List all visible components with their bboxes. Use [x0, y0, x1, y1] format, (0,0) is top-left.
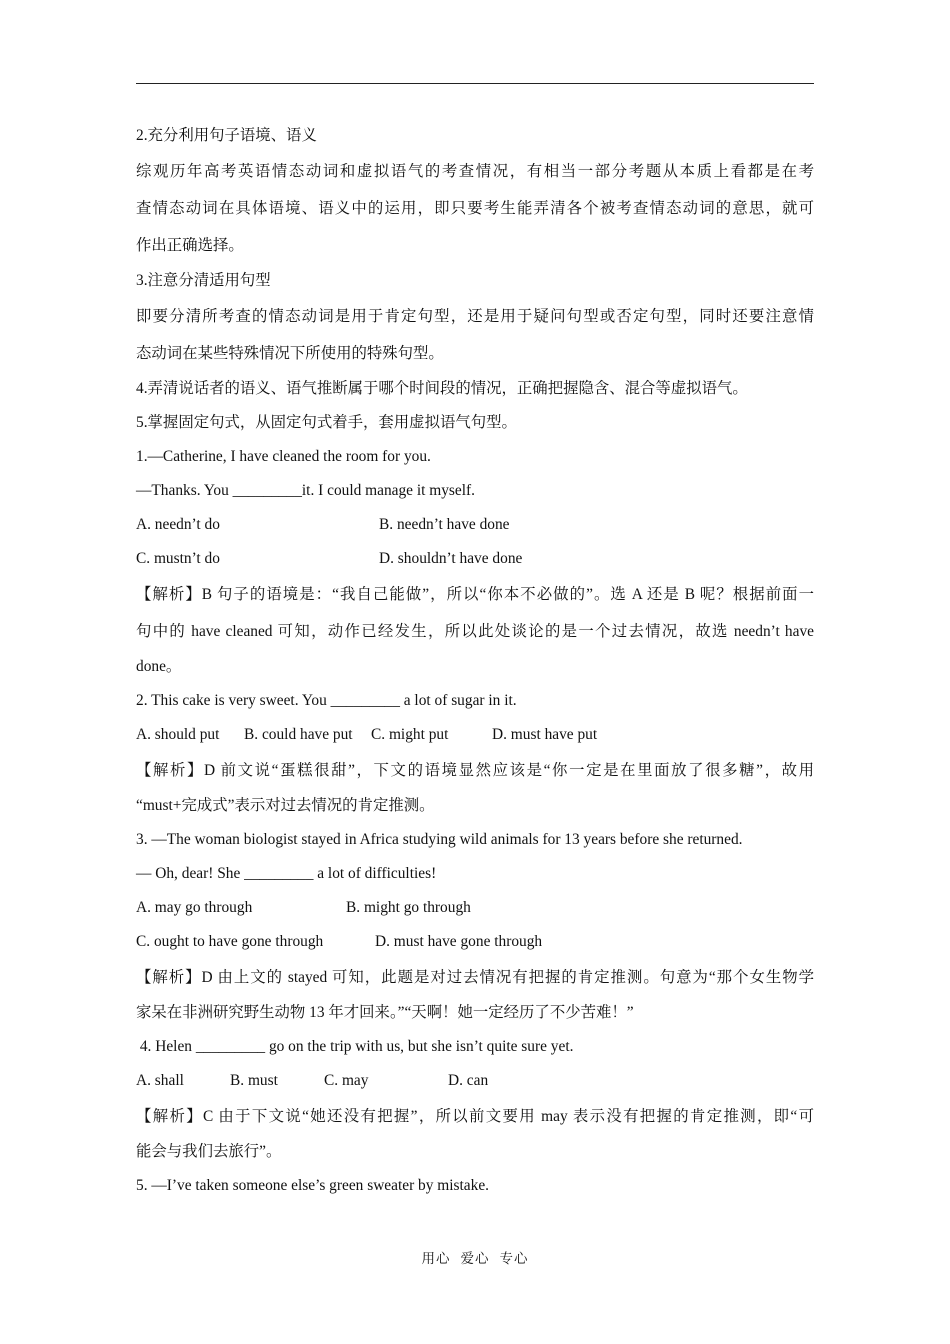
page-footer [0, 1247, 950, 1267]
option-c: C. might put [371, 726, 449, 743]
question-4-line: 4. Helen _________ go on the trip with us, but she isn’t quite sure yet. [136, 1038, 574, 1055]
question-1-options [136, 542, 814, 576]
page-body [136, 119, 814, 1203]
explanation-line: 【解析】D 前文说“蛋糕很甜”，下文的语境显然应该是“你一定是在里面放了很多糖”，故用 [136, 762, 814, 779]
footer-word: 爱心 [460, 1251, 490, 1266]
option-d: D. can [448, 1072, 489, 1089]
option-b: B. might go through [346, 899, 471, 916]
option-d: D. must have gone through [375, 933, 543, 950]
paragraph-line: 态动词在某些特殊情况下所使用的特殊句型。 [136, 345, 444, 362]
option-b: B. needn’t have done [379, 516, 510, 533]
question-5-line: 5. —I’ve taken someone else’s green sweater by mistake. [136, 1177, 490, 1194]
section-heading-4: 4.弄清说话者的语义、语气推断属于哪个时间段的情况，正确把握隐含、混合等虚拟语气。 [136, 380, 748, 397]
question-3-options [136, 891, 814, 925]
question-1-line: 1.—Catherine, I have cleaned the room for you. [136, 448, 431, 465]
option-d: D. must have put [492, 726, 598, 743]
question-1-options [136, 508, 814, 542]
explanation-line: “must+完成式”表示对过去情况的肯定推测。 [136, 797, 435, 814]
option-c: C. ought to have gone through [136, 933, 324, 950]
option-b: B. could have put [244, 726, 353, 743]
explanation-line: 家呆在非洲研究野生动物 13 年才回来。”“天啊！她一定经历了不少苦难！” [136, 1004, 634, 1021]
question-3-line: 3. —The woman biologist stayed in Africa studying wild animals for 13 years before she returned. [136, 831, 743, 848]
section-heading-5: 5.掌握固定句式，从固定句式着手，套用虚拟语气句型。 [136, 414, 517, 431]
option-d: D. shouldn’t have done [379, 550, 523, 567]
option-a: A. may go through [136, 899, 253, 916]
footer-word: 专心 [499, 1251, 529, 1266]
question-4-options [136, 1064, 814, 1098]
option-c: C. may [324, 1072, 369, 1089]
question-1-line: —Thanks. You _________it. I could manage it myself. [136, 482, 475, 499]
explanation-line: 句中的 have cleaned 可知，动作已经发生，所以此处谈论的是一个过去情况，故选 needn’t have [136, 623, 814, 640]
paragraph-line: 查情态动词在具体语境、语义中的运用，即只要考生能弄清各个被考查情态动词的意思，就可 [136, 200, 814, 217]
explanation-line: 【解析】B 句子的语境是：“我自己能做”，所以“你本不必做的”。选 A 还是 B 呢？根据前面一 [136, 586, 814, 603]
question-3-options [136, 925, 814, 959]
explanation-line: done。 [136, 658, 182, 675]
question-3-line: — Oh, dear! She _________ a lot of difficulties! [136, 865, 437, 882]
section-heading-2: 2.充分利用句子语境、语义 [136, 127, 317, 144]
header-rule [136, 83, 814, 84]
option-a: A. shall [136, 1072, 184, 1089]
question-2-line: 2. This cake is very sweet. You _________ a lot of sugar in it. [136, 692, 517, 709]
section-heading-3: 3.注意分清适用句型 [136, 272, 271, 289]
question-2-options [136, 718, 814, 752]
footer-word: 用心 [421, 1251, 451, 1266]
paragraph-line: 即要分清所考查的情态动词是用于肯定句型，还是用于疑问句型或否定句型，同时还要注意情 [136, 308, 814, 325]
option-a: A. needn’t do [136, 516, 220, 533]
explanation-line: 【解析】D 由上文的 stayed 可知，此题是对过去情况有把握的肯定推测。句意为“那个女生物学 [136, 969, 814, 986]
explanation-line: 能会与我们去旅行”。 [136, 1143, 282, 1160]
explanation-line: 【解析】C 由于下文说“她还没有把握”，所以前文要用 may 表示没有把握的肯定推测，即“可 [136, 1108, 814, 1125]
paragraph-line: 作出正确选择。 [136, 237, 244, 254]
option-b: B. must [230, 1072, 278, 1089]
option-c: C. mustn’t do [136, 550, 220, 567]
option-a: A. should put [136, 726, 220, 743]
paragraph-line: 综观历年高考英语情态动词和虚拟语气的考查情况，有相当一部分考题从本质上看都是在考 [136, 163, 814, 180]
